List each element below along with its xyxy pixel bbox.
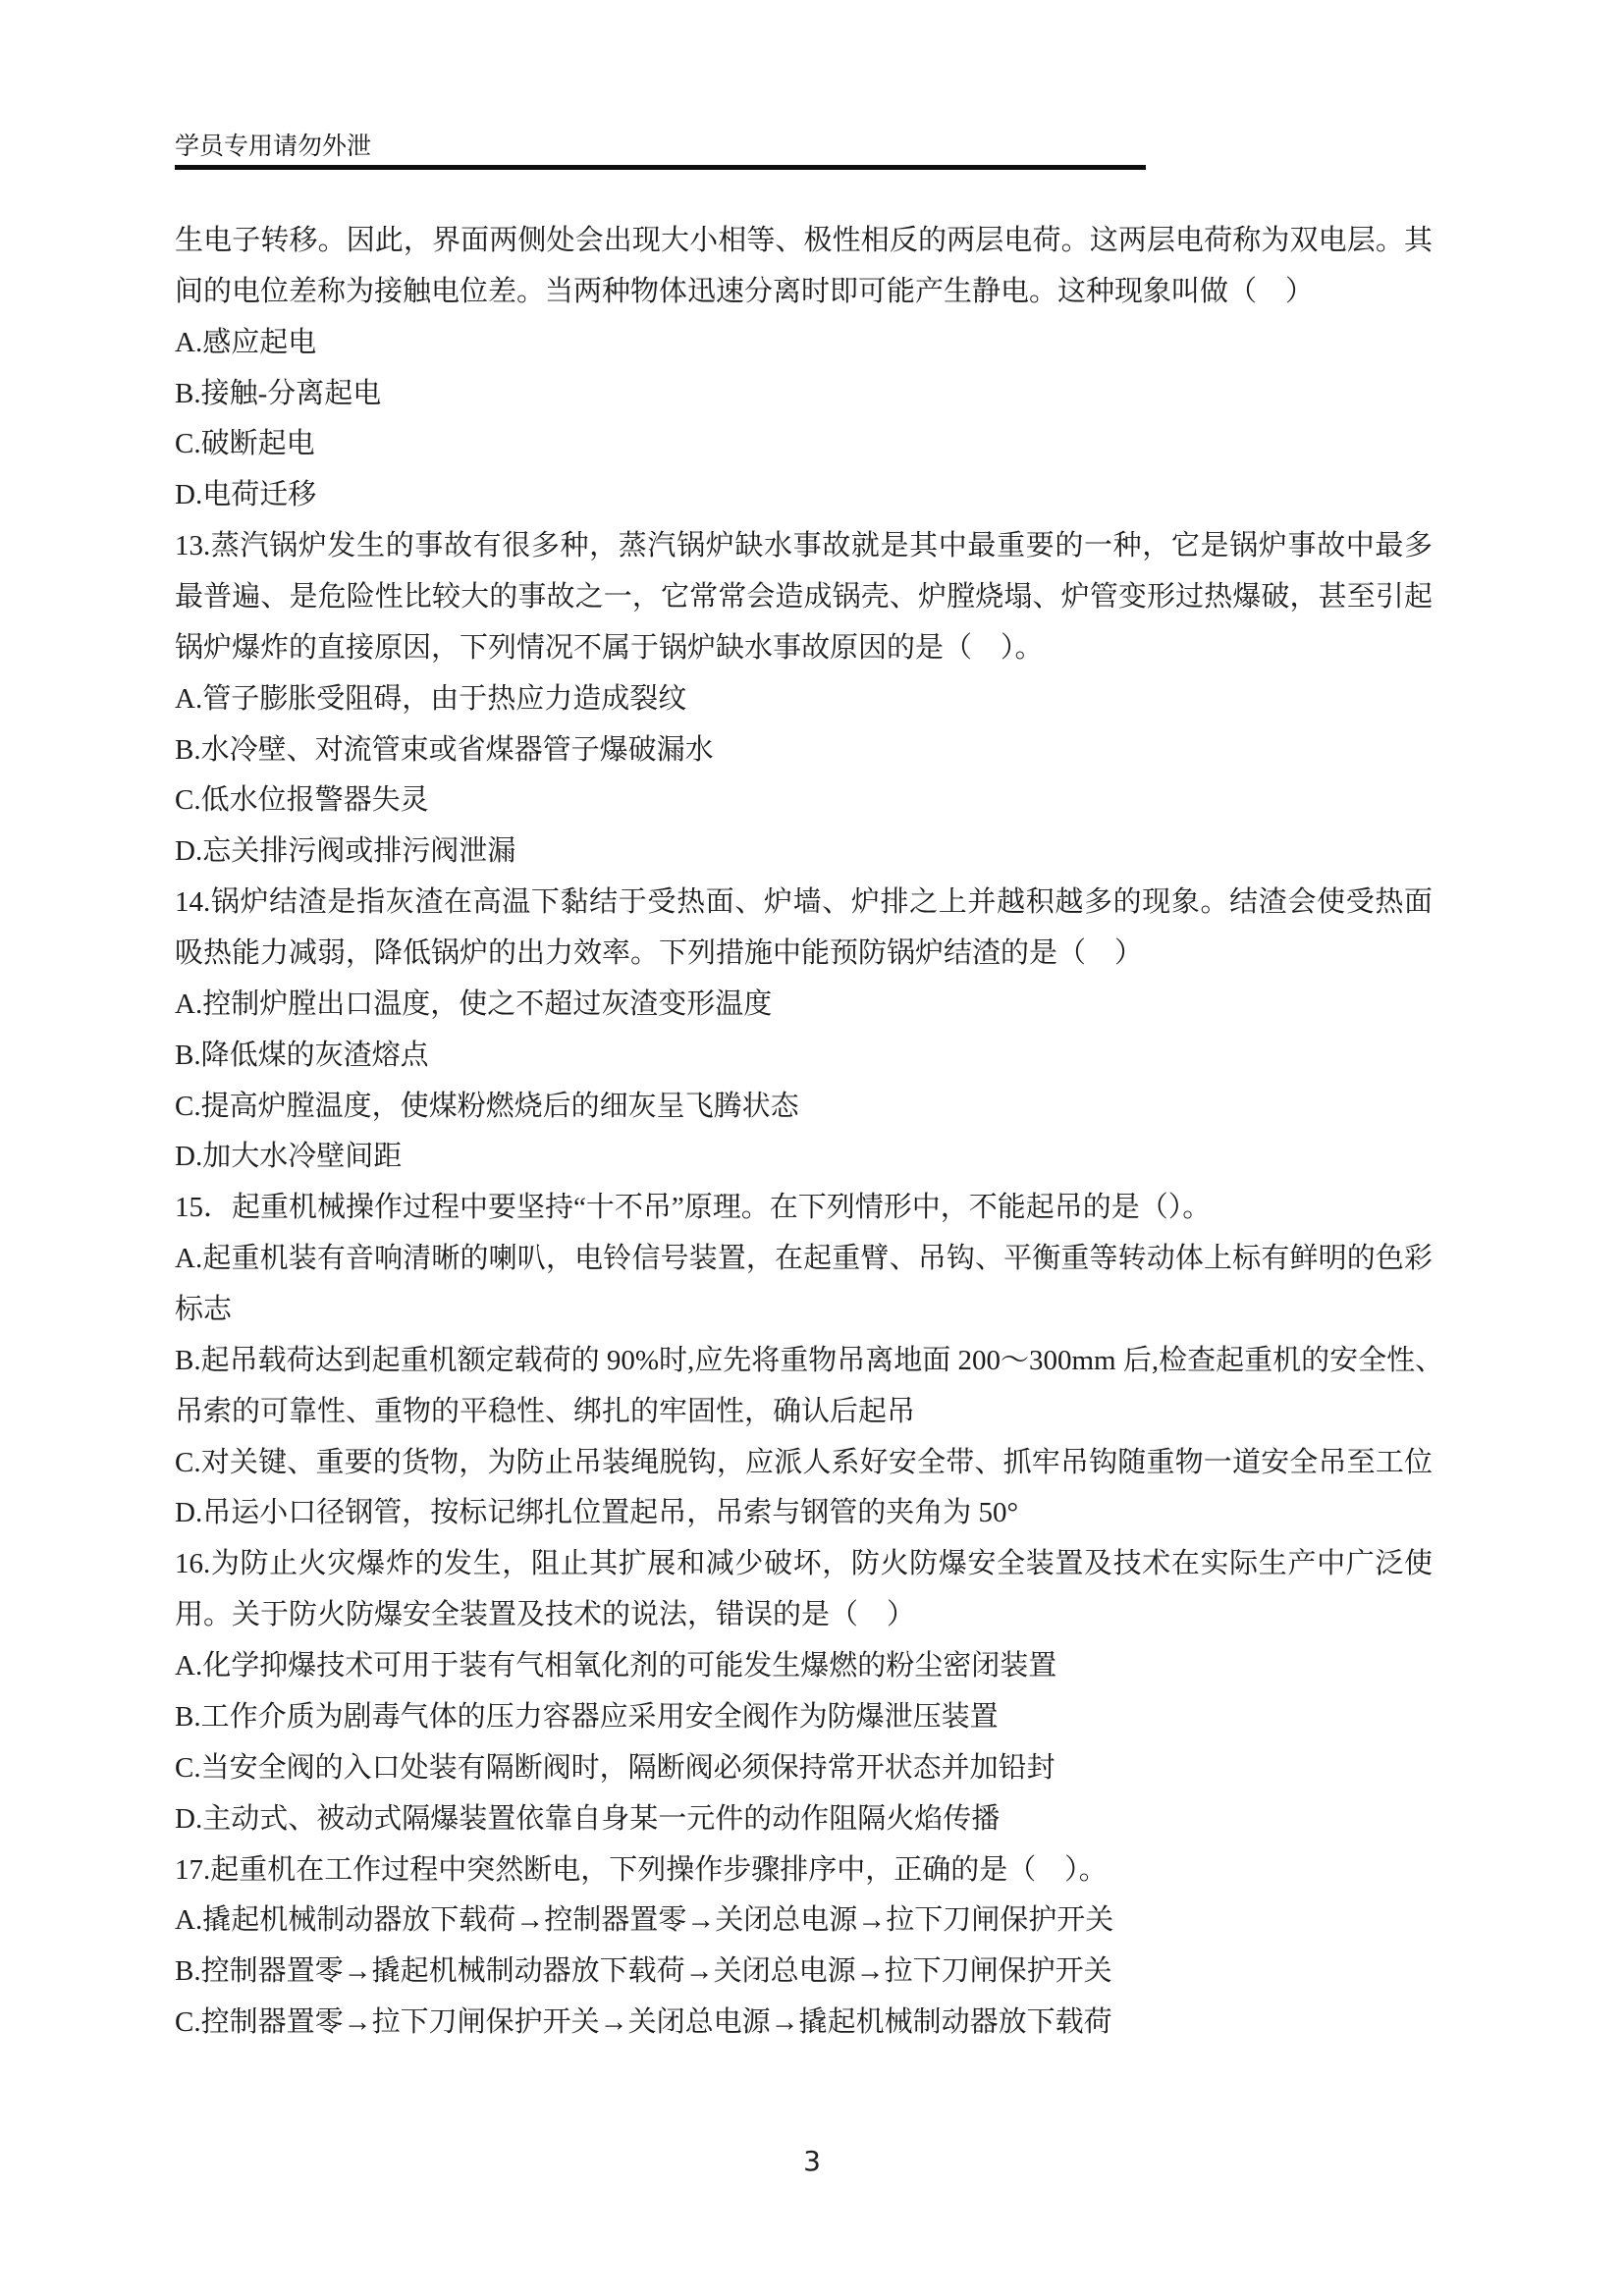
text-line-option: B.接触-分离起电 bbox=[175, 377, 382, 409]
text-line-option: A.控制炉膛出口温度，使之不超过灰渣变形温度 bbox=[175, 988, 773, 1020]
text-line-option: C.低水位报警器失灵 bbox=[175, 784, 429, 817]
text-line-option: A.化学抑爆技术可用于装有气相氧化剂的可能发生爆燃的粉尘密闭装置 bbox=[175, 1650, 1057, 1682]
text-line-option: D.电荷迁移 bbox=[175, 479, 317, 511]
text-line-question: 15．起重机械操作过程中要坚持“十不吊”原理。在下列情形中，不能起吊的是（）。 bbox=[175, 1192, 1212, 1224]
text-line-option: D.加大水冷壁间距 bbox=[175, 1141, 403, 1173]
text-line-option: B.起吊载荷达到起重机额定载荷的 90%时,应先将重物吊离地面 200～300mm 后,检查起重机的安全性、 bbox=[175, 1344, 1444, 1376]
text-line-option: C.破断起电 bbox=[175, 428, 315, 460]
text-line-continuation: 最普遍、是危险性比较大的事故之一，它常常会造成锅壳、炉膛烧塌、炉管变形过热爆破，甚至引起 bbox=[175, 581, 1433, 614]
header-rule bbox=[175, 165, 1146, 170]
text-line-continuation: 用。关于防火防爆安全装置及技术的说法，错误的是（ ） bbox=[175, 1599, 916, 1631]
text-line-option: B.降低煤的灰渣熔点 bbox=[175, 1039, 429, 1071]
text-line-option: B.水冷壁、对流管束或省煤器管子爆破漏水 bbox=[175, 733, 714, 766]
text-line-option: D.吊运小口径钢管，按标记绑扎位置起吊，吊索与钢管的夹角为 50° bbox=[175, 1497, 1019, 1529]
text-line-question: 17.起重机在工作过程中突然断电，下列操作步骤排序中，正确的是（ ）。 bbox=[175, 1853, 1108, 1886]
text-line-continuation: 吸热能力减弱，降低锅炉的出力效率。下列措施中能预防锅炉结渣的是（ ） bbox=[175, 937, 1144, 970]
text-line-option: C.对关键、重要的货物，为防止吊装绳脱钩，应派人系好安全带、抓牢吊钩随重物一道安全吊至工位 bbox=[175, 1446, 1433, 1478]
document-body bbox=[175, 216, 1444, 2049]
text-line-continuation: 间的电位差称为接触电位差。当两种物体迅速分离时即可能产生静电。这种现象叫做（ ） bbox=[175, 275, 1315, 307]
text-line-continuation: 生电子转移。因此，界面两侧处会出现大小相等、极性相反的两层电荷。这两层电荷称为双电层。其 bbox=[175, 225, 1433, 256]
text-line-question: 14.锅炉结渣是指灰渣在高温下黏结于受热面、炉墙、炉排之上并越积越多的现象。结渣会使受热面 bbox=[175, 886, 1433, 919]
text-line-option: B.控制器置零→撬起机械制动器放下载荷→关闭总电源→拉下刀闸保护开关 bbox=[175, 1955, 1112, 1988]
text-line-option: A.管子膨胀受阻碍，由于热应力造成裂纹 bbox=[175, 682, 687, 715]
text-line-question: 13.蒸汽锅炉发生的事故有很多种，蒸汽锅炉缺水事故就是其中最重要的一种，它是锅炉事故中最多 bbox=[175, 530, 1433, 562]
text-line-option: A.撬起机械制动器放下载荷→控制器置零→关闭总电源→拉下刀闸保护开关 bbox=[175, 1904, 1114, 1937]
header-watermark: 学员专用请勿外泄 bbox=[175, 132, 372, 160]
page-number: 3 bbox=[803, 2145, 821, 2177]
text-line-option: C.提高炉膛温度，使煤粉燃烧后的细灰呈飞腾状态 bbox=[175, 1090, 799, 1122]
text-line-option: C.当安全阀的入口处装有隔断阀时，隔断阀必须保持常开状态并加铅封 bbox=[175, 1751, 1056, 1784]
text-line-option: C.控制器置零→拉下刀闸保护开关→关闭总电源→撬起机械制动器放下载荷 bbox=[175, 2006, 1112, 2039]
text-line-option: A.感应起电 bbox=[175, 326, 317, 358]
text-line-option: B.工作介质为剧毒气体的压力容器应采用安全阀作为防爆泄压装置 bbox=[175, 1700, 999, 1733]
text-line-option: D.主动式、被动式隔爆装置依靠自身某一元件的动作阻隔火焰传播 bbox=[175, 1802, 1001, 1835]
text-line-question: 16.为防止火灾爆炸的发生，阻止其扩展和减少破坏，防火防爆安全装置及技术在实际生产中广泛使 bbox=[175, 1548, 1433, 1580]
text-line-continuation: 标志 bbox=[175, 1294, 233, 1326]
text-line-option: A.起重机装有音响清晰的喇叭，电铃信号装置，在起重臂、吊钩、平衡重等转动体上标有鲜明的色彩 bbox=[175, 1243, 1433, 1275]
text-line-option: D.忘关排污阀或排污阀泄漏 bbox=[175, 835, 516, 868]
text-line-continuation: 锅炉爆炸的直接原因，下列情况不属于锅炉缺水事故原因的是（ ）。 bbox=[175, 631, 1044, 664]
text-line-continuation: 吊索的可靠性、重物的平稳性、绑扎的牢固性，确认后起吊 bbox=[175, 1395, 916, 1427]
